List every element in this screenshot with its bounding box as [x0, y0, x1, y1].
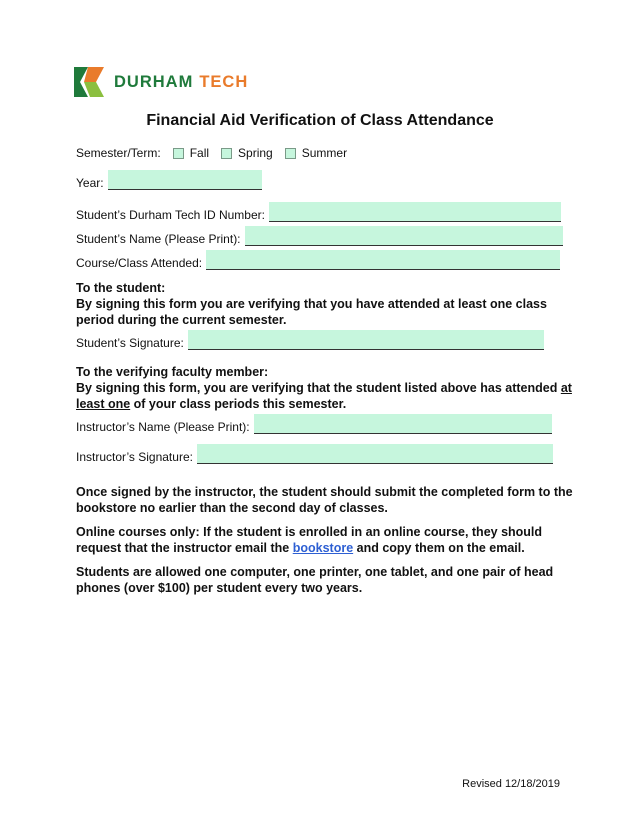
semester-label: Semester/Term: — [76, 146, 161, 160]
fall-label: Fall — [189, 146, 210, 160]
semester-option-summer[interactable] — [285, 146, 347, 160]
instructor-name-field[interactable] — [254, 414, 552, 434]
student-signature-row — [76, 330, 544, 350]
note-limit: Students are allowed one computer, one printer, one tablet, and one pair of head phones (over $100) per student every two years. — [76, 565, 554, 595]
student-text: By signing this form you are verifying that you have attended at least one class period during the current semester. — [76, 297, 547, 327]
faculty-text-pre: By signing this form, you are verifying that the student listed above has attended — [76, 381, 561, 395]
note-online-post: and copy them on the email. — [353, 541, 525, 555]
course-row — [76, 250, 560, 270]
year-label: Year: — [76, 176, 104, 190]
instructor-signature-field[interactable] — [197, 444, 553, 464]
faculty-text-post: of your class periods this semester. — [130, 397, 347, 411]
student-name-field[interactable] — [245, 226, 563, 246]
note-online-pre: Online courses only: If the student is enrolled in an online course, they should request that the instructor email the — [76, 525, 543, 555]
year-row — [76, 170, 262, 190]
student-signature-label: Student’s Signature: — [76, 336, 184, 350]
student-name-row — [76, 226, 563, 246]
semester-row — [76, 146, 359, 160]
note-online — [76, 524, 576, 556]
faculty-text-emphasis: at least one — [76, 381, 572, 411]
faculty-heading: To the verifying faculty member: — [76, 365, 269, 379]
summer-label: Summer — [301, 146, 348, 160]
course-field[interactable] — [206, 250, 560, 270]
student-name-label: Student’s Name (Please Print): — [76, 232, 241, 246]
year-field[interactable] — [108, 170, 262, 190]
logo-text — [114, 73, 248, 92]
fall-checkbox[interactable] — [173, 148, 184, 159]
instructor-signature-label: Instructor’s Signature: — [76, 450, 193, 464]
revised-date: Revised 12/18/2019 — [462, 778, 560, 790]
student-section — [76, 280, 576, 328]
faculty-section — [76, 364, 576, 412]
page-title: Financial Aid Verification of Class Attendance — [146, 112, 494, 129]
student-id-row — [76, 202, 561, 222]
semester-option-spring[interactable] — [221, 146, 273, 160]
student-id-label: Student’s Durham Tech ID Number: — [76, 208, 265, 222]
faculty-text — [76, 380, 576, 412]
bookstore-link[interactable]: bookstore — [292, 541, 354, 555]
logo-word-tech: TECH — [199, 72, 249, 91]
student-id-field[interactable] — [269, 202, 561, 222]
spring-checkbox[interactable] — [221, 148, 232, 159]
course-label: Course/Class Attended: — [76, 256, 203, 270]
logo — [74, 66, 248, 98]
summer-checkbox[interactable] — [285, 148, 296, 159]
instructor-name-label: Instructor’s Name (Please Print): — [76, 420, 250, 434]
spring-label: Spring — [238, 146, 273, 160]
instructor-signature-row — [76, 444, 553, 464]
logo-word-durham: DURHAM — [114, 72, 194, 91]
instructor-name-row — [76, 414, 552, 434]
note-submit: Once signed by the instructor, the student should submit the completed form to the bookstore no earlier than the second day of classes. — [76, 485, 573, 515]
student-heading: To the student: — [76, 281, 166, 295]
semester-option-fall[interactable] — [173, 146, 209, 160]
student-signature-field[interactable] — [188, 330, 544, 350]
durham-tech-logo-icon — [74, 67, 104, 97]
